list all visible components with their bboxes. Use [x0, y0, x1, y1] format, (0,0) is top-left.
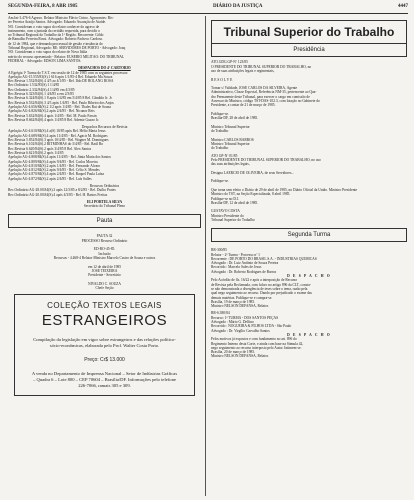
text-line: Pelo Acórdão de fls. 16/22 e após a interposição de Recurso	[211, 278, 298, 283]
text-line: demais matérias. Publique-se e cumpra-se.	[211, 295, 273, 300]
text-line: do Trabalho	[211, 146, 229, 151]
text-line: Brasília-DF, 12 de abril de 1985.	[211, 200, 259, 205]
case-line: Advogado : Dr. Luiz Antônio de Souza Pereira	[211, 261, 279, 266]
despachos-list	[8, 75, 201, 122]
ato-header: ATO GP-Nº 01/85	[211, 153, 238, 158]
pauta-line: JOSÉ TEIXEIRA	[91, 268, 118, 273]
text-line: Ministro NELSON DEFANSA, Relator.	[211, 304, 269, 309]
text-line: NO. Consideram o voto supra do relator de Nova Itália	[8, 50, 88, 55]
text-line: instrumento, com a juntada da certidão requerida, para decidir o	[8, 28, 100, 33]
column-divider	[205, 16, 206, 496]
text-line: Ministro Presidente do	[211, 213, 244, 218]
text-line: de 12 de 1984, que e demanda processual de gestão e instância do	[8, 41, 103, 46]
ordinarios-list	[8, 188, 201, 197]
case-line: Advogado : Dr. Roberto Rodrigues de Barros	[211, 269, 277, 274]
text-line: Publique-se.	[211, 111, 229, 116]
text-line: Presidente, a contar de 21 de março de 1985.	[211, 103, 276, 108]
text-line: NO. Consideram o voto supra do relator conhecer do agravo de	[8, 24, 100, 29]
list-item: Apelação AG-4.870/84(S).4 após 2/4/85 - Rel. Raquel Paula Luíza	[8, 172, 104, 177]
text-line: O PRESIDENTE DO TRIBUNAL SUPERIOR DO TRABALHO, no	[211, 64, 312, 69]
despachos-intro: A Egrégia 1ª Turma do T.S.T. em sessão de 12 de 1985 com os seguintes processos:	[8, 70, 129, 75]
ad-description: Compilação da legislação em vigor sobre estrangeiros e das relações político-sócio-econômicas, elaborada pelo Prof. Walter Costa Porto.	[33, 337, 176, 349]
list-item: Rec.Ordinário 2.332/84(S).4 1/4/85 em 4/3/85	[8, 87, 75, 92]
list-item: Apelação AG-4.689/84(S).4 após 11/4/85 - Rel. Agacir M. Rodrigues	[8, 133, 108, 138]
text-line: das suas atribuições legais,	[211, 162, 250, 167]
case-line: RR-6.380/84	[211, 311, 230, 316]
ad-title: ESTRANGEIROS	[41, 312, 168, 330]
case-line: Recorrido : NOGUEIRA & FILHOS LTDA - São Paulo	[211, 324, 292, 329]
text-line: Brasília-DF, 28 de abril de 1985.	[211, 116, 259, 121]
text-line: Ministro CARLOS BARROS	[211, 137, 254, 142]
pauta-line: ED-RO-45-85.	[93, 247, 116, 252]
text-line: Brasília, 20 de março de 1985.	[211, 350, 256, 355]
list-item: Apelação AG-4.826/84(S).2 após 2/4/85 - Rel. Nicanor Reis	[8, 109, 95, 114]
text-line: R E S O L V E	[211, 77, 233, 82]
page-header	[8, 4, 408, 14]
list-item: Rec.Revista 6.532/84(S).3 4/3 após 1/4/85 - Rel. Paulo Ribeiro dos Anjos	[8, 100, 114, 105]
text-line: mérito do recurso apresentado - Relator: EUSÉBIO MILITÃO: DO TRIBUNAL	[8, 54, 125, 59]
list-item: Rec.Revista 6.621/84(S).2 após 1/4/85	[8, 150, 64, 155]
list-item: Rec.Revista 6.324/84(S).1 8 após 1/4/85 em 5/4/85 8 Rel. Cândido Jr. Jr	[8, 96, 112, 101]
text-line: de Revista pela Reclamada, com fulcro no artigo 896 da CLT, consta-	[211, 282, 311, 287]
pauta-line: Inclusão	[98, 251, 111, 256]
despacho-label-2: D E S P A C H O	[287, 332, 331, 337]
list-item: Rec.Revista 8.662/84(S).4 após 1/4/85 8 Rel. Ademir Guzzo Jr.	[8, 117, 100, 122]
pauta-line: Presidente - Secretário	[88, 273, 121, 278]
text-line: Publique-se.	[211, 179, 229, 184]
text-line: Assessor do Ministro, código TST-DAS-102.3, com lotação no Gabinete do	[211, 98, 320, 103]
list-item: Apelação AG-4.810/84(S).2 após 1/4/85 - Rel. Fernando Álvaro	[8, 163, 101, 168]
top-block	[8, 16, 201, 63]
case-line: Relator - 2ª Turma - Processo nº 1	[211, 252, 260, 257]
despacho-label-1: D E S P A C H O	[287, 274, 331, 279]
pauta-line: Recursos - 4.468-4 Relator Ministro Marcelo Castro de Souza e outros	[53, 255, 156, 260]
pauta-line: em 12 de abril de 1985	[87, 264, 122, 269]
header-date: SEGUNDA-FEIRA, 8 ABR 1985	[8, 4, 78, 9]
ordinarios-heading: Recursos Ordinários	[89, 183, 120, 188]
list-item: Rec.Revista 1.532/84(S).4 4/5 ao 4/1/85 - Rel. Ildo DE ROLANG ROSA	[8, 79, 114, 84]
header-page-number: 4447	[398, 4, 408, 9]
turma-text-2	[211, 337, 407, 358]
list-item: Rec.Revista 5.632/84(S).4 após 1/4/85 - Rel. M. Paulo Fassin	[8, 113, 97, 118]
text-line: do Trabalho	[211, 129, 229, 134]
list-item: Rec.Revista 6.620/84(S).2 após 3/4/85 8 Rel. Alex Santos	[8, 146, 92, 151]
case-line: Advogado : Dr. Virgílio Carvalho Santos	[211, 328, 270, 333]
text-line: Brasília, 19 de março de 1985.	[211, 299, 256, 304]
pauta-line: PAUTA 32	[96, 234, 113, 239]
presidencia-section-title: Presidência	[211, 43, 407, 57]
segunda-turma-section-title: Segunda Turma	[211, 228, 407, 242]
text-line: Designa LAERCIO DE OLIVEIRA, de seus Servidores...	[211, 170, 295, 175]
advertisement-box	[14, 294, 195, 396]
pres-header: ATO.GDG.GP-Nº 123/85	[211, 60, 248, 65]
ad-price: Preço: Cr$ 13.000	[84, 357, 125, 364]
pauta-block	[8, 234, 201, 290]
list-item: Rec.Ordinário AG-28.00.84(S).3 após 12/3/85 a 8/2/85 - Rel. Duílio Prates	[8, 188, 116, 193]
ad-collection: COLEÇÃO TEXTOS LEGAIS	[47, 301, 162, 311]
case-line: Recorrido : Marcelo Sales de Jesus	[211, 265, 262, 270]
text-line: Administrativo, Classe Especial, Referência NM-35, pertencente ao Qua-	[211, 90, 317, 95]
despachos-heading: DESPACHOS DO 4º CARTÓRIO	[78, 66, 131, 71]
left-column	[8, 16, 201, 396]
text-line: Ministro Tribunal Superior	[211, 141, 250, 146]
signature-name: ELI PORTELA SILVA	[86, 199, 123, 204]
list-item: Apelação AG-4.656/84(S).2 1/2 após 1/4/85 - Rel. Thales Rui de Souza	[8, 104, 111, 109]
list-item: Apelação AG-4.809/84(S).4 após 9/4/85 - Rel. Carlos Moreira	[8, 159, 98, 164]
case-line: Recurso: 1ª TURMA - DOS SANTOS PEÇAS	[211, 315, 279, 320]
text-line: de Ramalho Ferreira Rossi. Advogado: Roberto Pacheco Cardoso.	[8, 37, 104, 42]
text-line: Tornar s/ Validade, JOSÉ CARLOS DA SILVEIRA, Agente	[211, 86, 298, 91]
list-item: Rec.Revista 6.323/84(S).1 4/4/85 a em 2/3/85	[8, 92, 74, 97]
list-item: Rec.Ordinário 1.532/85(S).1 1/4/85	[8, 83, 60, 88]
presidencia-text	[211, 65, 407, 151]
right-column	[211, 16, 407, 359]
case-line: RR-300/85	[211, 248, 227, 253]
text-line: Regimento Interno desta Corte, e ainda com base na Súmula 42,	[211, 341, 304, 346]
text-line: Ministro do TST, na Seção Especializada, 8 abril 1985.	[211, 192, 291, 197]
text-line: no Tribunal Regional do Trabalho da 1ª Região. Recorrente: Gildo	[8, 33, 104, 38]
ad-sale-info: A venda no Departamento de Imprensa Nacional – Setor de Indústrias Gráficas – Quadra 6 – Lote 800 – CEP 70604 – Brasília/DF. Informações pelo telefone 226-7066, ramais 305 e 309.	[31, 371, 178, 389]
text-line: uso de suas atribuições legais e regimentais,	[211, 68, 275, 73]
text-line: Tribunal Regional, Advogado: RÉ: SERVIDORES DE PORTO - Advogado: Joaq	[8, 46, 126, 51]
text-line: Pelo PRESIDENTE DO TRIBUNAL SUPERIOR DO TRABALHO, no uso	[211, 157, 321, 162]
text-line: nego seguimento ao recurso interposto pelo Autor. Intimem-se.	[211, 345, 302, 350]
text-line: Pelos motivos já expostos e com fundamento no art. 896 do	[211, 337, 297, 342]
case-line: Recorrente : DE PORTO DO BRASIL S.A. - INDÚSTRIAS QUÍMICAS	[211, 256, 317, 261]
pauta-section-title: Pauta	[8, 214, 201, 228]
turma-case-2	[211, 311, 407, 332]
relatorio-heading: Despachos Recursos de Revista	[81, 125, 128, 130]
list-item: Rec.Ordinário AG-20.00.84(S).4 após 4/3/85 - Rel. H. Bastos Freitas	[8, 192, 108, 197]
pauta-line: Chefe Seção	[95, 286, 114, 291]
pauta-line: NIVALDO C. SOUZA	[88, 281, 121, 286]
turma-text-1	[211, 278, 407, 308]
case-line: Advogado : Mário G. Delfino	[211, 320, 254, 325]
text-line: FEDERAL - Advogado: EDSON LIMA SANTOS.	[8, 58, 82, 63]
list-item: Rec.Revista 6.102/84(S).2 RITMINHAS do 3/4/85 - Rel. Raúl Bo	[8, 142, 104, 147]
text-line: dro Permanente deste Tribunal, para exercer o cargo em comissão de	[211, 94, 310, 99]
signature-role: Secretário do Tribunal Pleno	[83, 204, 126, 209]
tribunal-title: Tribunal Superior do Trabalho	[211, 20, 407, 44]
text-line: Publique-se no D.J.	[211, 196, 240, 201]
text-line: Am.Int-3.476-6 Agravo. Relator Ministro Flávio Cirino. Agravantes: Bis-	[8, 16, 114, 20]
list-item: Apelação AG-4.808/84(S).4 após 11/4/85 - Rel. Júnia Maria dos Santos	[8, 155, 111, 160]
list-item: Apelação AG-15.555/83(S).1 616 após 1/1/85-4 Rel. Eduardo Ma Souza	[8, 74, 113, 79]
text-line: ter Ferreira Araújo Santos. Advogado: Eduardo Assunção de Ataíde.	[8, 20, 107, 25]
text-line: se não demonstrada a divergência de teses sobre o tema, razão pela	[211, 286, 308, 291]
text-line: qual nego seguimento ao recurso. Dando por prejudicado o exame das	[211, 291, 312, 296]
turma-case-1	[211, 248, 407, 274]
pauta-line: PROCESSO Recurso Ordinário	[81, 238, 128, 243]
text-line: Que torna sem efeito o Diário de 29 de abril de 1985, no Diário Oficial da União. Ministro Presidente	[211, 187, 358, 192]
text-line: Tribunal Superior do Trabalho	[211, 218, 255, 222]
list-item: Apelação AG-4.610/84(S).4 a(S) 10/85 após Rel. Hélio Maria Jesus	[8, 129, 106, 134]
header-publication: DIÁRIO DA JUSTIÇA	[213, 4, 263, 9]
ato-text	[211, 158, 407, 222]
list-item: Apelação AG-4.872/84(S).2 após 2/4/85 - Rel. Luís Salles	[8, 176, 92, 181]
relatorio-list	[8, 129, 201, 181]
list-item: Rec.Revista 5.852/84(S).3 após 10/4/85 - Rel. Wagner M. Domingues	[8, 138, 109, 143]
text-line: Ministro Tribunal Superior	[211, 124, 250, 129]
text-line: Ministro NELSON DEFANSA, Relator.	[211, 354, 269, 359]
text-line: GUSTAVO COSTA	[211, 209, 240, 214]
list-item: Apelação AG-4.812/84(S).2 após 9/4/85 - Rel. Célio S. Mendes	[8, 168, 100, 173]
